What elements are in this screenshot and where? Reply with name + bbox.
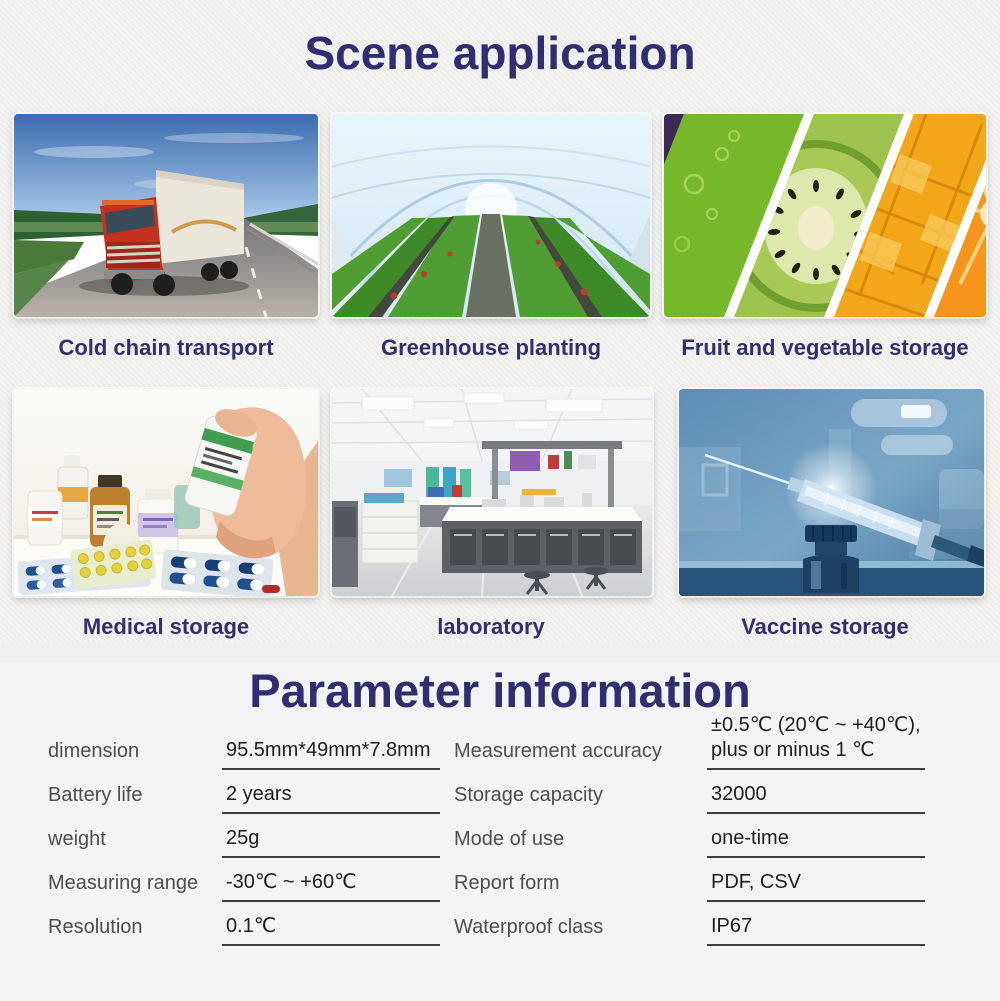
caption-laboratory: laboratory	[437, 614, 545, 639]
truck-on-highway-photo	[14, 114, 318, 317]
parameter-tables	[0, 714, 1000, 946]
param-value: 95.5mm*49mm*7.8mm	[222, 738, 440, 770]
param-value-line1: ±0.5℃ (20℃ ~ +40℃),	[711, 714, 921, 736]
tile-vaccine-storage	[664, 389, 986, 642]
parameter-information-section	[0, 663, 1000, 1001]
tile-laboratory	[332, 389, 650, 642]
caption-greenhouse-planting: Greenhouse planting	[380, 335, 602, 360]
param-label: dimension	[48, 740, 140, 762]
scene-tiles-grid	[0, 114, 1000, 642]
param-row-report-form	[454, 858, 925, 902]
param-row-measuring-range	[48, 858, 440, 902]
syringe-and-vial-photo	[679, 389, 984, 596]
param-value: 25g	[222, 826, 440, 858]
parameter-table-left	[48, 726, 440, 946]
tile-medical-storage	[14, 389, 318, 642]
greenhouse-strawberry-rows-photo	[332, 114, 650, 317]
param-label: Measuring range	[48, 872, 199, 894]
parameter-table-right	[454, 714, 925, 946]
tile-cold-chain-transport	[14, 114, 318, 363]
param-label: Battery life	[48, 784, 143, 806]
param-row-waterproof-class	[454, 902, 925, 946]
param-row-resolution	[48, 902, 440, 946]
laboratory-interior-photo	[332, 389, 652, 596]
param-label: Measurement accuracy	[454, 740, 662, 762]
param-value: 32000	[707, 782, 925, 814]
caption-medical-storage: Medical storage	[82, 614, 250, 639]
param-row-measurement-accuracy	[454, 714, 925, 770]
param-row-battery-life	[48, 770, 440, 814]
param-label: Report form	[454, 872, 560, 894]
param-label: Storage capacity	[454, 784, 603, 806]
param-label: weight	[48, 828, 106, 850]
param-value: PDF, CSV	[707, 870, 925, 902]
fruit-diagonal-collage-photo	[664, 114, 986, 317]
tile-fruit-vegetable-storage	[664, 114, 986, 363]
scene-application-title: Scene application	[304, 27, 696, 79]
param-label: Mode of use	[454, 828, 565, 850]
param-row-storage-capacity	[454, 770, 925, 814]
param-value: 0.1℃	[222, 914, 440, 946]
caption-fruit-vegetable-storage: Fruit and vegetable storage	[681, 335, 969, 360]
param-value-line2: plus or minus 1 ℃	[711, 739, 875, 761]
hand-holding-medicine-bottle-photo	[14, 389, 318, 596]
param-row-dimension	[48, 726, 440, 770]
param-label: Waterproof class	[454, 916, 604, 938]
param-value: one-time	[707, 826, 925, 858]
tile-greenhouse-planting	[332, 114, 650, 363]
param-value	[707, 713, 925, 770]
caption-cold-chain-transport: Cold chain transport	[58, 335, 274, 360]
param-label: Resolution	[48, 916, 143, 938]
caption-vaccine-storage: Vaccine storage	[741, 614, 909, 639]
param-row-weight	[48, 814, 440, 858]
param-value: 2 years	[222, 782, 440, 814]
param-value: IP67	[707, 914, 925, 946]
param-row-mode-of-use	[454, 814, 925, 858]
parameter-information-title: Parameter information	[249, 664, 751, 717]
param-value: -30℃ ~ +60℃	[222, 870, 440, 902]
